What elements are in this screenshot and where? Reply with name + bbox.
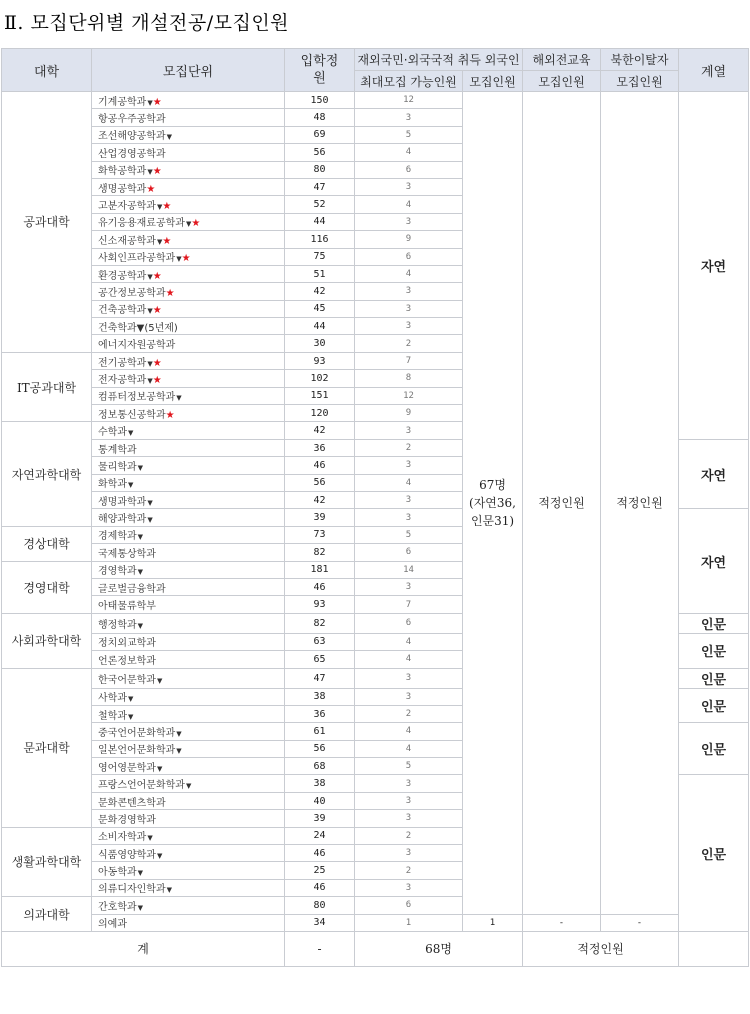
unit-cell	[92, 544, 285, 561]
unit-name: 언론정보학과	[98, 655, 156, 667]
unit-cell	[92, 827, 285, 844]
unit-name: 수학과	[98, 427, 127, 439]
unit-name: 간호학과	[98, 901, 137, 913]
triangle-mark-icon: ▼	[156, 676, 163, 685]
star-mark-icon: ★	[162, 201, 172, 213]
unit-cell	[92, 231, 285, 248]
unit-name: 전자공학과	[98, 374, 147, 386]
page-title: Ⅱ. 모집단위별 개설전공/모집인원	[4, 12, 290, 34]
max-cell: 6	[355, 248, 463, 265]
max-cell: 1	[355, 914, 463, 931]
max-cell: 3	[355, 457, 463, 474]
unit-name: 경영학과	[98, 566, 137, 578]
unit-cell	[92, 758, 285, 775]
header-overseas-bottom: 모집인원	[523, 71, 601, 92]
header-defector-bottom: 모집인원	[601, 71, 679, 92]
unit-name: 영어영문학과	[98, 762, 156, 774]
header-quota: 입학정원	[285, 49, 355, 92]
header-overseas-top: 해외전교육	[523, 49, 601, 71]
triangle-mark-icon: ▼	[147, 272, 153, 281]
max-cell: 3	[355, 213, 463, 230]
quota-cell: 42	[285, 491, 355, 508]
max-cell: 2	[355, 335, 463, 352]
max-cell: 4	[355, 265, 463, 282]
max-cell: 9	[355, 231, 463, 248]
quota-cell: 47	[285, 668, 355, 688]
triangle-mark-icon: ▼	[166, 886, 173, 895]
unit-name: 사회인프라공학과	[98, 253, 176, 265]
quota-cell: 56	[285, 474, 355, 491]
unit-name: 전기공학과	[98, 357, 147, 369]
star-mark-icon: ★	[191, 218, 201, 230]
max-cell: 4	[355, 633, 463, 650]
unit-cell	[92, 914, 285, 931]
max-cell: 3	[355, 318, 463, 335]
unit-cell	[92, 196, 285, 213]
max-cell: 2	[355, 862, 463, 879]
unit-name: 일본언어문화학과	[98, 745, 176, 757]
triangle-mark-icon: ▼	[147, 516, 153, 525]
header-unit: 모집단위	[92, 49, 285, 92]
triangle-mark-icon: ▼	[156, 851, 163, 860]
triangle-mark-icon: ▼	[147, 98, 153, 107]
max-cell: 3	[355, 509, 463, 526]
max-cell: 3	[355, 178, 463, 195]
unit-cell	[92, 405, 285, 422]
quota-cell: 73	[285, 526, 355, 543]
unit-cell	[92, 213, 285, 230]
max-cell: 3	[355, 810, 463, 827]
unit-cell	[92, 265, 285, 282]
quota-cell: 30	[285, 335, 355, 352]
max-cell: 3	[355, 879, 463, 896]
quota-cell: 44	[285, 318, 355, 335]
admission-table	[1, 48, 749, 967]
header-foreign-max: 최대모집 가능인원	[355, 71, 463, 92]
triangle-mark-icon: ▼	[156, 764, 163, 773]
unit-name: 산업경영공학과	[98, 148, 166, 160]
triangle-mark-icon: ▼	[147, 834, 153, 843]
max-cell: 4	[355, 474, 463, 491]
quota-cell: 52	[285, 196, 355, 213]
quota-cell: 151	[285, 387, 355, 404]
field-cell: 자연	[679, 92, 749, 440]
header-defector-top: 북한이탈자	[601, 49, 679, 71]
max-cell: 6	[355, 897, 463, 914]
max-cell: 3	[355, 109, 463, 126]
unit-cell	[92, 526, 285, 543]
triangle-mark-icon: ▼	[127, 429, 134, 438]
unit-name: 정치외교학과	[98, 638, 156, 650]
unit-cell	[92, 318, 285, 335]
unit-cell	[92, 370, 285, 387]
triangle-mark-icon: ▼	[147, 376, 153, 385]
max-cell: 3	[355, 668, 463, 688]
star-mark-icon: ★	[152, 166, 162, 178]
unit-cell	[92, 335, 285, 352]
unit-cell	[92, 688, 285, 705]
college-cell: 의과대학	[2, 897, 92, 932]
max-cell: 8	[355, 370, 463, 387]
star-mark-icon: ★	[146, 183, 156, 195]
triangle-mark-icon: ▼	[137, 903, 144, 912]
unit-cell	[92, 633, 285, 650]
unit-name: 소비자학과	[98, 832, 147, 844]
unit-name: 조선해양공학과	[98, 131, 166, 143]
unit-name: 사학과	[98, 693, 127, 705]
star-mark-icon: ★	[181, 253, 191, 265]
triangle-mark-icon: ▼	[137, 568, 144, 577]
quota-cell: 44	[285, 213, 355, 230]
max-cell: 5	[355, 126, 463, 143]
college-cell: 사회과학대학	[2, 613, 92, 668]
max-cell: 4	[355, 144, 463, 161]
quota-cell: 80	[285, 161, 355, 178]
unit-cell	[92, 92, 285, 109]
unit-name: 생명과학과	[98, 496, 147, 508]
max-cell: 7	[355, 352, 463, 369]
triangle-mark-icon: ▼	[166, 133, 173, 142]
unit-name: 건축공학과	[98, 305, 147, 317]
quota-cell: 181	[285, 561, 355, 578]
unit-name: 환경공학과	[98, 270, 147, 282]
college-cell: 경상대학	[2, 526, 92, 561]
unit-cell	[92, 300, 285, 317]
max-cell: 4	[355, 196, 463, 213]
quota-cell: 68	[285, 758, 355, 775]
table-row	[2, 92, 749, 109]
merged-foreign-only-cell: 67명 (자연36, 인문31)	[463, 92, 523, 915]
quota-cell: 42	[285, 283, 355, 300]
quota-cell: 82	[285, 613, 355, 633]
unit-cell	[92, 845, 285, 862]
unit-name: 해양과학과	[98, 514, 147, 526]
unit-name: 정보통신공학과	[98, 409, 166, 421]
star-mark-icon: ★	[152, 374, 162, 386]
table-row	[2, 914, 749, 931]
max-cell: 3	[355, 792, 463, 809]
quota-cell: 46	[285, 845, 355, 862]
unit-cell	[92, 651, 285, 668]
unit-cell	[92, 491, 285, 508]
triangle-mark-icon: ▼	[185, 220, 192, 229]
triangle-mark-icon: ▼	[137, 621, 144, 630]
unit-cell	[92, 792, 285, 809]
quota-cell: 51	[285, 265, 355, 282]
triangle-mark-icon: ▼	[127, 695, 134, 704]
max-cell: 9	[355, 405, 463, 422]
quota-cell: 36	[285, 705, 355, 722]
quota-cell: 56	[285, 144, 355, 161]
quota-cell: 93	[285, 352, 355, 369]
max-cell: 12	[355, 387, 463, 404]
unit-cell	[92, 126, 285, 143]
max-cell: 4	[355, 651, 463, 668]
unit-cell	[92, 723, 285, 740]
unit-name: 아동학과	[98, 867, 137, 879]
max-cell: 12	[355, 92, 463, 109]
last-defector-cell: -	[601, 914, 679, 931]
college-cell: IT공과대학	[2, 352, 92, 422]
quota-cell: 24	[285, 827, 355, 844]
triangle-mark-icon: ▼	[147, 307, 153, 316]
unit-name: 화학공학과	[98, 166, 147, 178]
header-foreign-top: 재외국민·외국국적 취득 외국인	[355, 49, 523, 71]
header-field: 계열	[679, 49, 749, 92]
unit-cell	[92, 740, 285, 757]
unit-cell	[92, 897, 285, 914]
quota-cell: 39	[285, 509, 355, 526]
triangle-mark-icon: ▼	[176, 255, 182, 264]
unit-cell	[92, 248, 285, 265]
triangle-mark-icon: ▼	[156, 237, 163, 246]
quota-cell: 56	[285, 740, 355, 757]
star-mark-icon: ★	[162, 235, 172, 247]
max-cell: 5	[355, 526, 463, 543]
unit-name: 통계학과	[98, 444, 137, 456]
triangle-mark-icon: ▼	[137, 533, 144, 542]
quota-cell: 46	[285, 879, 355, 896]
max-cell: 7	[355, 596, 463, 613]
max-cell: 3	[355, 578, 463, 595]
footer-field	[679, 931, 749, 966]
max-cell: 6	[355, 161, 463, 178]
unit-name: 기계공학과	[98, 96, 147, 108]
max-cell: 3	[355, 422, 463, 439]
field-cell: 인문	[679, 688, 749, 723]
footer-foreign-total: 68명	[355, 931, 523, 966]
unit-cell	[92, 109, 285, 126]
triangle-mark-icon: ▼	[176, 729, 182, 738]
unit-cell	[92, 178, 285, 195]
star-mark-icon: ★	[165, 287, 175, 299]
max-cell: 3	[355, 688, 463, 705]
college-cell: 문과대학	[2, 668, 92, 827]
triangle-mark-icon: ▼	[156, 203, 163, 212]
quota-cell: 69	[285, 126, 355, 143]
quota-cell: 38	[285, 688, 355, 705]
header-college: 대학	[2, 49, 92, 92]
unit-name: 행정학과	[98, 619, 137, 631]
field-cell: 인문	[679, 775, 749, 932]
triangle-mark-icon: ▼	[147, 168, 153, 177]
header-foreign-only: 모집인원	[463, 71, 523, 92]
quota-cell: 63	[285, 633, 355, 650]
triangle-mark-icon: ▼	[137, 463, 144, 472]
field-cell: 인문	[679, 633, 749, 668]
unit-cell	[92, 879, 285, 896]
unit-cell	[92, 161, 285, 178]
max-cell: 2	[355, 439, 463, 456]
table-header	[2, 49, 749, 92]
field-cell: 인문	[679, 723, 749, 775]
quota-cell: 34	[285, 914, 355, 931]
unit-name: 항공우주공학과	[98, 114, 166, 126]
quota-cell: 102	[285, 370, 355, 387]
unit-name: 물리학과	[98, 461, 137, 473]
unit-cell	[92, 283, 285, 300]
max-cell: 6	[355, 613, 463, 633]
unit-name: 문화콘텐츠학과	[98, 797, 166, 809]
quota-cell: 38	[285, 775, 355, 792]
unit-name: 의예과	[98, 919, 127, 931]
star-mark-icon: ★	[152, 357, 162, 369]
triangle-mark-icon: ▼	[147, 359, 153, 368]
college-cell: 자연과학대학	[2, 422, 92, 526]
unit-cell	[92, 668, 285, 688]
college-cell: 경영대학	[2, 561, 92, 613]
last-foreign-only-cell: 1	[463, 914, 523, 931]
unit-name: 아태물류학부	[98, 601, 156, 613]
max-cell: 5	[355, 758, 463, 775]
unit-name: 국제통상학과	[98, 548, 156, 560]
triangle-mark-icon: ▼	[147, 498, 153, 507]
quota-cell: 82	[285, 544, 355, 561]
footer-quota: -	[285, 931, 355, 966]
merged-overseas-cell: 적정인원	[523, 92, 601, 915]
unit-cell	[92, 439, 285, 456]
max-cell: 4	[355, 740, 463, 757]
triangle-mark-icon: ▼	[127, 712, 134, 721]
unit-name: 컴퓨터정보공학과	[98, 392, 176, 404]
unit-cell	[92, 144, 285, 161]
unit-name: 프랑스언어문화학과	[98, 780, 185, 792]
unit-name: 한국어문학과	[98, 674, 156, 686]
star-mark-icon: ★	[165, 409, 175, 421]
footer-etc: 적정인원	[523, 931, 679, 966]
unit-cell	[92, 387, 285, 404]
max-cell: 3	[355, 491, 463, 508]
unit-name: 생명공학과	[98, 183, 147, 195]
college-cell: 생활과학대학	[2, 827, 92, 897]
star-mark-icon: ★	[152, 96, 162, 108]
quota-cell: 48	[285, 109, 355, 126]
quota-cell: 47	[285, 178, 355, 195]
max-cell: 3	[355, 775, 463, 792]
merged-defector-cell: 적정인원	[601, 92, 679, 915]
unit-cell	[92, 422, 285, 439]
unit-name: 경제학과	[98, 531, 137, 543]
quota-cell: 65	[285, 651, 355, 668]
star-mark-icon: ★	[152, 270, 162, 282]
unit-cell	[92, 810, 285, 827]
quota-cell: 150	[285, 92, 355, 109]
max-cell: 3	[355, 845, 463, 862]
unit-name: 중국언어문화학과	[98, 727, 176, 739]
unit-name: 의류디자인학과	[98, 884, 166, 896]
quota-cell: 45	[285, 300, 355, 317]
triangle-mark-icon: ▼	[176, 394, 182, 403]
footer-label: 계	[2, 931, 285, 966]
unit-cell	[92, 862, 285, 879]
quota-cell: 42	[285, 422, 355, 439]
unit-name: 건축학과▼(5년제)	[98, 322, 178, 334]
max-cell: 3	[355, 283, 463, 300]
quota-cell: 39	[285, 810, 355, 827]
star-mark-icon: ★	[152, 305, 162, 317]
max-cell: 3	[355, 300, 463, 317]
quota-cell: 116	[285, 231, 355, 248]
quota-cell: 120	[285, 405, 355, 422]
unit-cell	[92, 457, 285, 474]
field-cell: 인문	[679, 668, 749, 688]
unit-name: 식품영양학과	[98, 849, 156, 861]
unit-name: 글로벌금융학과	[98, 583, 166, 595]
unit-name: 철학과	[98, 710, 127, 722]
unit-name: 문화경영학과	[98, 814, 156, 826]
unit-name: 유기응용재료공학과	[98, 218, 185, 230]
unit-cell	[92, 474, 285, 491]
field-cell: 인문	[679, 613, 749, 633]
table-footer	[2, 931, 749, 966]
quota-cell: 75	[285, 248, 355, 265]
max-cell: 6	[355, 544, 463, 561]
unit-cell	[92, 596, 285, 613]
quota-cell: 46	[285, 578, 355, 595]
quota-cell: 25	[285, 862, 355, 879]
unit-name: 고분자공학과	[98, 201, 156, 213]
unit-cell	[92, 775, 285, 792]
field-cell: 자연	[679, 509, 749, 613]
quota-cell: 80	[285, 897, 355, 914]
unit-name: 신소재공학과	[98, 235, 156, 247]
triangle-mark-icon: ▼	[137, 869, 144, 878]
last-overseas-cell: -	[523, 914, 601, 931]
quota-cell: 61	[285, 723, 355, 740]
field-cell: 자연	[679, 439, 749, 509]
max-cell: 14	[355, 561, 463, 578]
unit-name: 화학과	[98, 479, 127, 491]
max-cell: 2	[355, 827, 463, 844]
unit-cell	[92, 561, 285, 578]
unit-cell	[92, 613, 285, 633]
quota-cell: 40	[285, 792, 355, 809]
unit-cell	[92, 509, 285, 526]
table-body	[2, 92, 749, 932]
max-cell: 2	[355, 705, 463, 722]
unit-name: 에너지자원공학과	[98, 340, 176, 352]
quota-cell: 93	[285, 596, 355, 613]
quota-cell: 46	[285, 457, 355, 474]
triangle-mark-icon: ▼	[185, 782, 192, 791]
triangle-mark-icon: ▼	[176, 747, 182, 756]
unit-name: 공간정보공학과	[98, 287, 166, 299]
college-cell: 공과대학	[2, 92, 92, 353]
quota-cell: 36	[285, 439, 355, 456]
unit-cell	[92, 578, 285, 595]
unit-cell	[92, 705, 285, 722]
triangle-mark-icon: ▼	[127, 481, 134, 490]
unit-cell	[92, 352, 285, 369]
max-cell: 4	[355, 723, 463, 740]
